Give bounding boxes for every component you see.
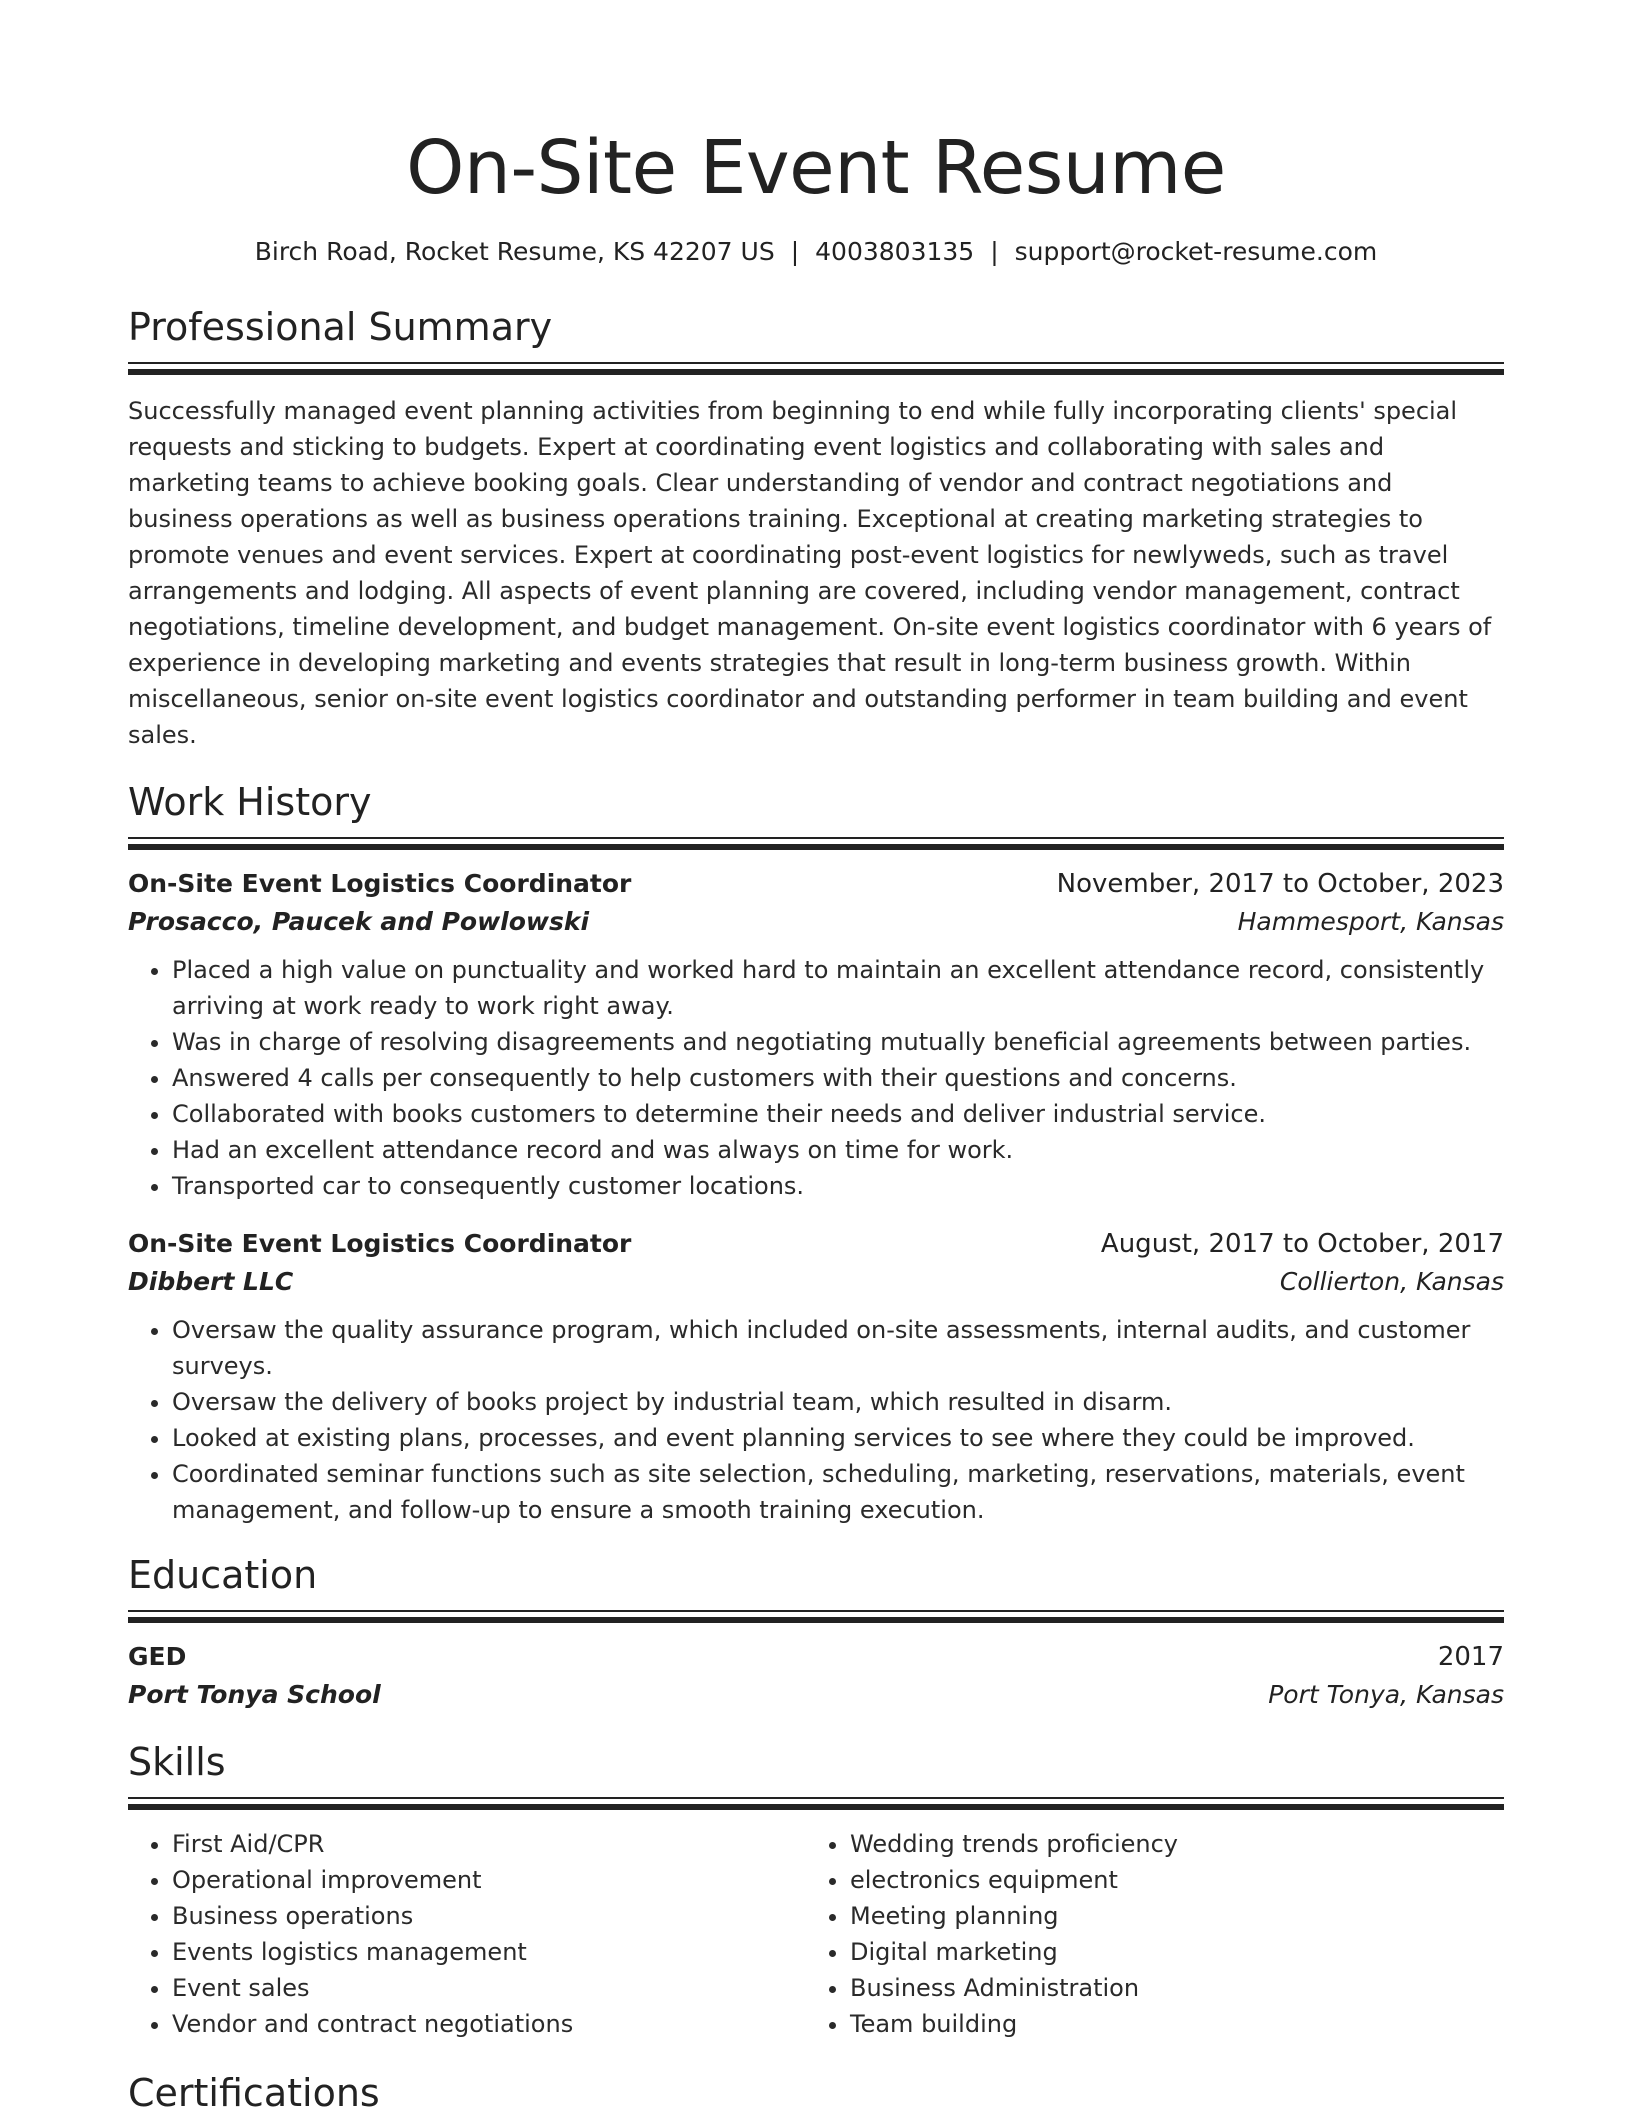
job-entry: [128, 866, 1504, 1204]
section-divider: [128, 1797, 1504, 1810]
skill-item: • Vendor and contract negotiations: [172, 2006, 806, 2042]
education-entry: [128, 1639, 1504, 1715]
company-name: Prosacco, Paucek and Powlowski: [128, 907, 590, 936]
section-heading-education: Education: [128, 1553, 318, 1597]
contact-address: Birch Road, Rocket Resume, KS 42207 US: [254, 237, 775, 266]
contact-line: [128, 236, 1504, 268]
education-header-row: [128, 1639, 1504, 1675]
job-bullet-list: [128, 952, 1504, 1204]
education-school-row: [128, 1675, 1504, 1715]
section-divider: [128, 837, 1504, 850]
job-title: On-Site Event Logistics Coordinator: [128, 869, 632, 898]
job-title: On-Site Event Logistics Coordinator: [128, 1229, 632, 1258]
skill-item: • Operational improvement: [172, 1862, 806, 1898]
summary-section: [128, 302, 1504, 753]
section-heading-certifications: Certifications: [128, 2071, 380, 2115]
skill-item: • Business Administration: [850, 1970, 1484, 2006]
contact-separator: |: [990, 237, 999, 266]
resume-page: [128, 0, 1504, 2118]
section-divider: [128, 1610, 1504, 1623]
skills-list-left: [128, 1826, 806, 2042]
company-name: Dibbert LLC: [128, 1267, 294, 1296]
list-item: • Had an excellent attendance record and was always on time for work.: [172, 1132, 1504, 1168]
skill-item: • First Aid/CPR: [172, 1826, 806, 1862]
job-header-row: [128, 1226, 1504, 1262]
job-header-row: [128, 866, 1504, 902]
skill-item: • Digital marketing: [850, 1934, 1484, 1970]
skill-item: • Events logistics management: [172, 1934, 806, 1970]
degree-name: GED: [128, 1642, 187, 1671]
job-company-row: [128, 1262, 1504, 1302]
list-item: • Was in charge of resolving disagreements and negotiating mutually beneficial agreements between parties.: [172, 1024, 1504, 1060]
skill-item: • Wedding trends proficiency: [850, 1826, 1484, 1862]
list-item: • Transported car to consequently customer locations.: [172, 1168, 1504, 1204]
job-dates: November, 2017 to October, 2023: [1056, 869, 1504, 899]
summary-paragraph: Successfully managed event planning activities from beginning to end while fully incorporating clients' special requests and sticking to budgets. Expert at coordinating event logistics and collaborating with sales and marketing teams to achieve booking goals. Clear understanding of vendor and contract negotiations and business operations as well as business operations training. Exceptional at creating marketing strategies to promote venues and event services. Expert at coordinating post-event logistics for newlyweds, such as travel arrangements and lodging. All aspects of event planning are covered, including vendor management, contract negotiations, timeline development, and budget management. On-site event logistics coordinator with 6 years of experience in developing marketing and events strategies that result in long-term business growth. Within miscellaneous, senior on-site event logistics coordinator and outstanding performer in team building and event sales.: [128, 397, 1492, 749]
job-location: Collierton, Kansas: [1279, 1267, 1504, 1296]
skill-item: • Team building: [850, 2006, 1484, 2042]
education-year: 2017: [1437, 1642, 1504, 1672]
section-heading-summary: Professional Summary: [128, 305, 553, 349]
skill-item: • electronics equipment: [850, 1862, 1484, 1898]
resume-title: On-Site Event Resume: [406, 125, 1226, 211]
section-heading-work-history: Work History: [128, 780, 372, 824]
section-heading-skills: Skills: [128, 1740, 226, 1784]
certifications-section: [128, 2068, 1504, 2118]
skill-item: • Business operations: [172, 1898, 806, 1934]
skills-list-right: [806, 1826, 1484, 2042]
skills-section: [128, 1737, 1504, 2042]
skill-item: • Meeting planning: [850, 1898, 1484, 1934]
work-history-section: [128, 777, 1504, 1528]
section-divider: [128, 362, 1504, 375]
skills-columns: [128, 1826, 1504, 2042]
list-item: • Placed a high value on punctuality and worked hard to maintain an excellent attendance record, consistently arriving at work ready to work right away.: [172, 952, 1504, 1024]
school-name: Port Tonya School: [128, 1680, 381, 1709]
list-item: • Answered 4 calls per consequently to help customers with their questions and concerns.: [172, 1060, 1504, 1096]
contact-separator: |: [790, 237, 800, 266]
job-location: Hammesport, Kansas: [1237, 907, 1504, 936]
job-dates: August, 2017 to October, 2017: [1100, 1229, 1504, 1259]
job-entry: [128, 1226, 1504, 1528]
skill-item: • Event sales: [172, 1970, 806, 2006]
job-bullet-list: [128, 1312, 1504, 1528]
contact-email: support@rocket-resume.com: [1014, 237, 1378, 266]
list-item: • Oversaw the quality assurance program, which included on-site assessments, internal audits, and customer surveys.: [172, 1312, 1504, 1384]
list-item: • Looked at existing plans, processes, and event planning services to see where they could be improved.: [172, 1420, 1504, 1456]
contact-phone: 4003803135: [815, 237, 975, 266]
list-item: • Coordinated seminar functions such as site selection, scheduling, marketing, reservations, materials, event management, and follow-up to ensure a smooth training execution.: [172, 1456, 1504, 1528]
school-location: Port Tonya, Kansas: [1268, 1680, 1504, 1709]
list-item: • Oversaw the delivery of books project by industrial team, which resulted in disarm.: [172, 1384, 1504, 1420]
education-section: [128, 1550, 1504, 1715]
job-company-row: [128, 902, 1504, 942]
list-item: • Collaborated with books customers to determine their needs and deliver industrial service.: [172, 1096, 1504, 1132]
